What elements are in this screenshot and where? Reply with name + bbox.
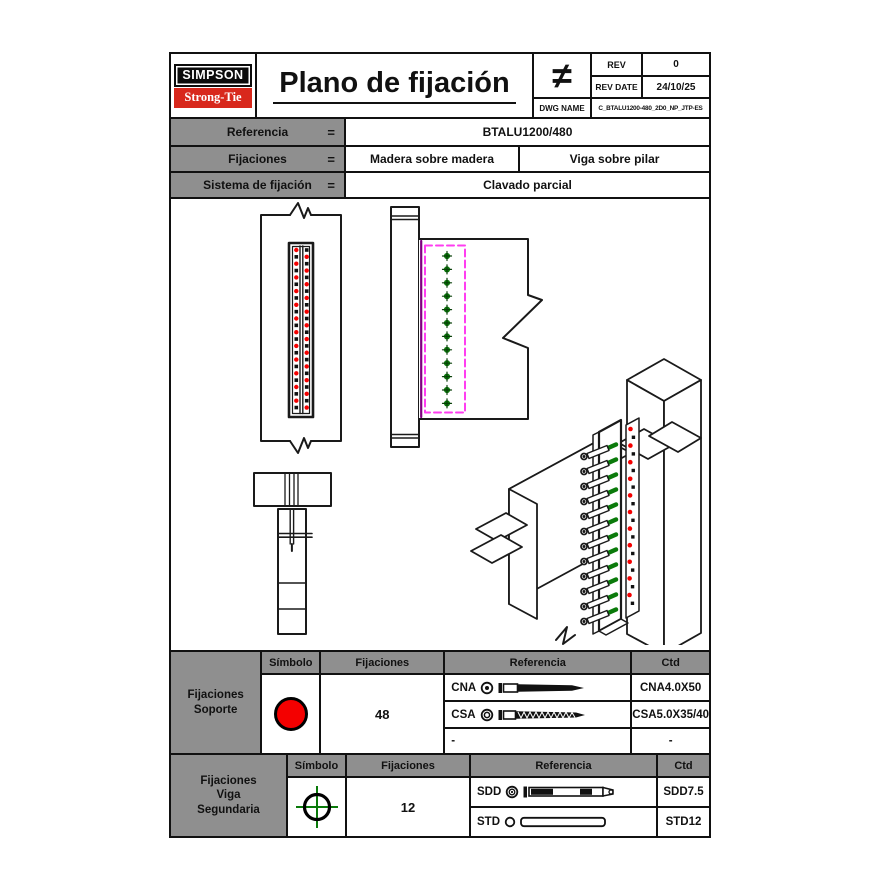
- row-value: Madera sobre madera: [346, 147, 520, 171]
- row-value: Viga sobre pilar: [569, 152, 660, 166]
- row-label: [171, 147, 346, 171]
- fixing-cell: [443, 673, 630, 700]
- cad-drawing: [171, 199, 708, 645]
- equals-sign: =: [327, 124, 335, 140]
- qty-cell: 48: [319, 673, 443, 753]
- table-row: [171, 171, 709, 197]
- equals-sign: =: [327, 151, 335, 167]
- row-label: [171, 119, 346, 145]
- row-label-text: Fijaciones: [228, 152, 287, 166]
- symbol-cell: [262, 673, 319, 753]
- rod-profile-icon: [520, 815, 608, 829]
- group-label-line: Soporte: [193, 703, 238, 716]
- fixing-cell: [443, 700, 630, 727]
- view-beam-side: [391, 207, 542, 447]
- fixing-cell: [469, 776, 656, 806]
- reference-cell: CNA4.0X50: [630, 673, 709, 700]
- view-post-front: [261, 203, 341, 453]
- dwg-name-label: DWG NAME: [534, 97, 590, 117]
- row-label-text: Sistema de fijación: [203, 178, 312, 192]
- col-header-symbol: Símbolo: [288, 755, 345, 776]
- logo-strongtie-text: Strong-Tie: [174, 88, 252, 108]
- drawing-viewport: [171, 199, 709, 650]
- screw-head-icon: [480, 708, 494, 722]
- title-block: [171, 54, 709, 119]
- reference-table: [171, 119, 709, 199]
- reference-cell: STD12: [656, 806, 709, 836]
- row-value: Clavado parcial: [483, 178, 572, 192]
- fixing-code: STD: [477, 816, 500, 828]
- revision-block: [532, 54, 709, 117]
- symbol-cell: [288, 776, 345, 836]
- group-label: [171, 652, 262, 753]
- col-header-qty: Ctd: [630, 652, 709, 673]
- nail-profile-icon: [498, 681, 590, 695]
- group-label-line: Viga: [216, 789, 241, 802]
- col-header-symbol: Símbolo: [262, 652, 319, 673]
- qty-cell: 12: [345, 776, 469, 836]
- fixing-cell: [469, 806, 656, 836]
- table-row: [171, 145, 709, 171]
- rod-head-icon: [504, 816, 516, 828]
- col-header-reference: Referencia: [469, 755, 656, 776]
- rev-label: REV: [590, 54, 641, 75]
- not-equal-icon: ≠: [552, 54, 572, 96]
- nail-head-icon: [480, 681, 494, 695]
- rev-value: 0: [641, 54, 709, 75]
- fixing-code: CSA: [451, 708, 476, 721]
- group-label-line: Segundaria: [197, 803, 260, 816]
- reference-cell: -: [630, 727, 709, 753]
- group-label-line: Fijaciones: [200, 774, 257, 787]
- screw-profile-icon: [498, 708, 590, 722]
- col-header-fixings: Fijaciones: [345, 755, 469, 776]
- fixing-cell: [443, 727, 630, 753]
- sheet-title-text: Plano de fijación: [273, 67, 515, 104]
- col-header-qty: Ctd: [656, 755, 709, 776]
- drawing-sheet: [169, 52, 711, 838]
- rev-date-label: REV DATE: [590, 75, 641, 97]
- fixing-code: SDD: [477, 786, 502, 798]
- row-label: [171, 173, 346, 197]
- reference-cell: CSA5.0X35/40: [630, 700, 709, 727]
- dowel-profile-icon: [523, 785, 618, 799]
- beam-fixings-table: [171, 753, 709, 836]
- row-label-text: Referencia: [226, 125, 289, 139]
- rev-date-value: 24/10/25: [641, 75, 709, 97]
- col-header-fixings: Fijaciones: [319, 652, 443, 673]
- equals-sign: =: [327, 177, 335, 193]
- table-row: [171, 119, 709, 145]
- dwg-name-value: C_BTALU1200-480_2D0_NP_JTP-ES: [590, 97, 709, 117]
- brand-logo: [171, 54, 257, 117]
- fixing-code: CNA: [451, 681, 477, 694]
- row-value: BTALU1200/480: [482, 125, 573, 139]
- fixing-code: -: [451, 735, 456, 747]
- col-header-reference: Referencia: [443, 652, 630, 673]
- sheet-title: [257, 54, 532, 117]
- group-label-line: Fijaciones: [187, 689, 244, 702]
- logo-simpson-text: SIMPSON: [174, 64, 252, 87]
- reference-cell: SDD7.5: [656, 776, 709, 806]
- crosshair-symbol-icon: [294, 784, 340, 830]
- view-plan-section: [254, 473, 331, 634]
- support-fixings-table: [171, 650, 709, 753]
- dowel-head-icon: [505, 785, 519, 799]
- group-label: [171, 755, 288, 836]
- red-circle-symbol-icon: [274, 697, 308, 731]
